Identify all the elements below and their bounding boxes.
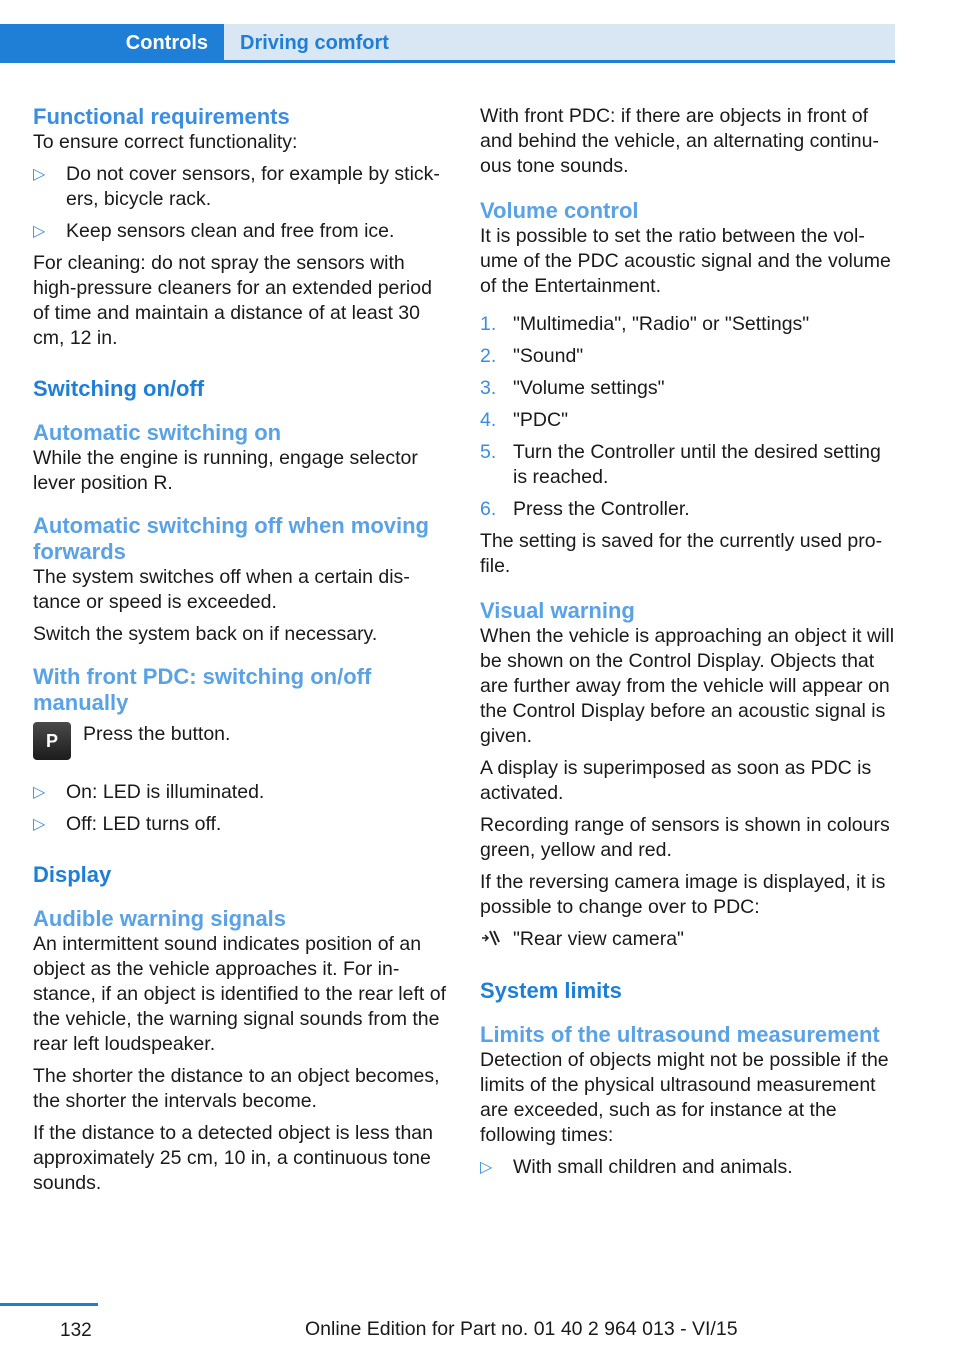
list-item: ▷ With small children and animals. xyxy=(480,1156,793,1178)
tab-controls[interactable]: Controls xyxy=(0,24,224,62)
functional-bullets xyxy=(33,162,449,244)
heading-visual: Visual warning xyxy=(480,598,635,623)
right-column xyxy=(480,104,896,1187)
triangle-bullet-icon: ▷ xyxy=(33,784,46,801)
header-divider xyxy=(0,60,895,63)
visual-text-2: A display is superimposed as soon as PDC is activated. xyxy=(480,757,872,804)
visual-text-4: If the reversing camera image is displayed, it is possible to change over to PDC: xyxy=(480,871,886,918)
heading-system-limits: System limits xyxy=(480,978,622,1003)
audible-text-2: The shorter the distance to an object becomes, the shorter the intervals become. xyxy=(33,1065,440,1112)
heading-auto-off: Automatic switching off when moving forwards xyxy=(33,513,429,564)
volume-text: It is possible to set the ratio between the volume of the PDC acoustic signal and the volume of the Entertainment. xyxy=(480,225,891,297)
visual-text-1: When the vehicle is approaching an object it will be shown on the Control Display. Objects that are further away from the vehicle will appear on the Control Display before an acoustic signal is given. xyxy=(480,625,895,747)
cleaning-text: For cleaning: do not spray the sensors with high-pressure cleaners for an extended period of time and maintain a distance of at least 30 cm, 12 in. xyxy=(33,252,432,349)
list-item: 4. "PDC" xyxy=(480,409,569,431)
pdc-button-icon: P xyxy=(33,722,71,760)
footer-divider xyxy=(0,1303,98,1306)
tab-driving-comfort[interactable]: Driving comfort xyxy=(224,24,895,62)
triangle-bullet-icon: ▷ xyxy=(33,166,46,183)
limits-text: Detection of objects might not be possible if the limits of the physical ultrasound measurement are exceeded, such as for instance at the following times: xyxy=(480,1049,889,1146)
list-item: 1. "Multimedia", "Radio" or "Settings" xyxy=(480,313,810,335)
heading-auto-on: Automatic switching on xyxy=(33,420,282,445)
auto-off-text-2: Switch the system back on if necessary. xyxy=(33,623,378,645)
auto-on-text: While the engine is running, engage selector lever position R. xyxy=(33,447,418,494)
heading-display: Display xyxy=(33,862,112,887)
list-item: 3. "Volume settings" xyxy=(480,377,665,399)
auto-off-text: The system switches off when a certain distance or speed is exceeded. xyxy=(33,566,410,613)
front-pdc-text: With front PDC: if there are objects in front of and behind the vehicle, an alternating continuous tone sounds. xyxy=(480,105,879,177)
page-number: 132 xyxy=(60,1320,92,1341)
heading-audible: Audible warning signals xyxy=(33,906,287,931)
list-item: 5. Turn the Controller until the desired setting is reached. xyxy=(480,441,881,488)
list-item: ▷ On: LED is illuminated. xyxy=(33,781,265,803)
visual-text-3: Recording range of sensors is shown in colours green, yellow and red. xyxy=(480,814,890,861)
triangle-bullet-icon: ▷ xyxy=(480,1159,493,1176)
triangle-bullet-icon: ▷ xyxy=(33,816,46,833)
list-item: ▷ Keep sensors clean and free from ice. xyxy=(33,220,395,242)
pdc-button-row xyxy=(33,722,449,768)
functional-intro: To ensure correct functionality: xyxy=(33,131,298,153)
led-bullets xyxy=(33,780,449,837)
heading-functional-requirements: Functional requirements xyxy=(33,104,290,129)
rear-view-camera-item: "Rear view camera" xyxy=(480,927,896,952)
volume-steps xyxy=(480,312,896,522)
audible-text-1: An intermittent sound indicates position of an object as the vehicle approaches it. For instance, if an object is identified to the rear left of the vehicle, the warning signal sounds from the rear left loudspeaker. xyxy=(33,933,446,1055)
footer-edition: Online Edition for Part no. 01 40 2 964 013 - VI/15 xyxy=(305,1318,738,1340)
camera-icon xyxy=(480,928,502,955)
list-item: ▷ Off: LED turns off. xyxy=(33,813,222,835)
left-column xyxy=(33,104,449,1203)
list-item: ▷ Do not cover sensors, for example by stickers, bicycle rack. xyxy=(33,163,440,210)
heading-front-pdc: With front PDC: switching on/off manually xyxy=(33,664,372,715)
heading-switching: Switching on/off xyxy=(33,376,205,401)
heading-ultrasound-limits: Limits of the ultrasound measurement xyxy=(480,1022,880,1047)
triangle-bullet-icon: ▷ xyxy=(33,223,46,240)
list-item: 2. "Sound" xyxy=(480,345,584,367)
heading-volume: Volume control xyxy=(480,198,639,223)
volume-saved-text: The setting is saved for the currently used profile. xyxy=(480,530,883,577)
audible-text-3: If the distance to a detected object is less than approximately 25 cm, 10 in, a continuous tone sounds. xyxy=(33,1122,433,1194)
list-item: 6. Press the Controller. xyxy=(480,498,690,520)
limits-bullets xyxy=(480,1155,896,1180)
press-button-text: Press the button. xyxy=(83,723,231,745)
page-header xyxy=(0,24,895,62)
